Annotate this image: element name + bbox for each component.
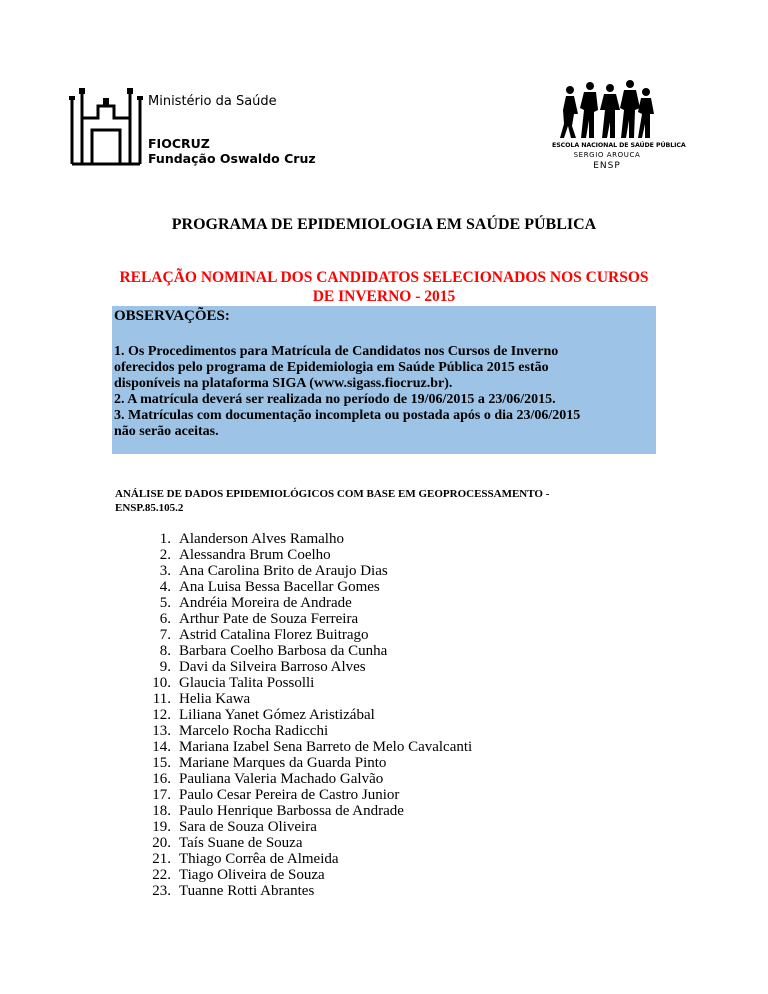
observation-line: disponíveis na plataforma SIGA (www.sigass.fiocruz.br).	[114, 376, 453, 391]
candidate-number: 13.	[152, 723, 171, 739]
candidate-item	[137, 755, 472, 771]
candidate-item	[137, 739, 472, 755]
candidate-number: 21.	[152, 851, 171, 867]
candidate-item	[137, 803, 472, 819]
candidate-item	[137, 547, 472, 563]
candidate-number: 1.	[159, 531, 171, 547]
candidate-item	[137, 675, 472, 691]
observations-body	[114, 344, 654, 440]
course-title	[115, 487, 675, 515]
candidate-number: 22.	[152, 867, 171, 883]
candidate-name: Liliana Yanet Gómez Aristizábal	[179, 707, 375, 723]
candidate-name: Alanderson Alves Ramalho	[179, 531, 344, 547]
course-title-line1: ANÁLISE DE DADOS EPIDEMIOLÓGICOS COM BASE EM GEOPROCESSAMENTO -	[115, 488, 550, 500]
candidate-item	[137, 595, 472, 611]
candidate-name: Pauliana Valeria Machado Galvão	[179, 771, 384, 787]
candidate-name: Tuanne Rotti Abrantes	[179, 883, 315, 899]
candidate-number: 8.	[159, 643, 171, 659]
program-title: PROGRAMA DE EPIDEMIOLOGIA EM SAÚDE PÚBLICA	[171, 216, 597, 233]
candidate-name: Glaucia Talita Possolli	[179, 675, 315, 691]
observation-line: não serão aceitas.	[114, 424, 219, 439]
candidate-item	[137, 627, 472, 643]
candidate-number: 9.	[159, 659, 171, 675]
candidate-item	[137, 883, 472, 899]
ensp-school-subname: SERGIO AROUCA	[573, 151, 641, 159]
candidate-number: 10.	[152, 675, 171, 691]
candidate-number: 3.	[159, 563, 171, 579]
candidate-number: 16.	[152, 771, 171, 787]
candidate-number: 20.	[152, 835, 171, 851]
candidate-item	[137, 563, 472, 579]
fiocruz-logo	[68, 88, 328, 168]
candidate-item	[137, 835, 472, 851]
candidate-name: Paulo Cesar Pereira de Castro Junior	[179, 787, 400, 803]
relation-title	[100, 268, 668, 306]
candidate-number: 6.	[159, 611, 171, 627]
candidate-name: Barbara Coelho Barbosa da Cunha	[179, 643, 388, 659]
relation-title-line2: DE INVERNO - 2015	[312, 288, 456, 305]
candidate-name: Davi da Silveira Barroso Alves	[179, 659, 366, 675]
observations-box	[112, 306, 656, 454]
candidate-number: 2.	[159, 547, 171, 563]
candidate-number: 14.	[152, 739, 171, 755]
candidate-item	[137, 851, 472, 867]
candidate-name: Mariane Marques da Guarda Pinto	[179, 755, 387, 771]
ensp-acronym: ENSP	[593, 161, 621, 171]
candidate-name: Ana Carolina Brito de Araujo Dias	[179, 563, 388, 579]
candidate-name: Arthur Pate de Souza Ferreira	[179, 611, 359, 627]
candidate-name: Sara de Souza Oliveira	[179, 819, 317, 835]
ministerio-text: Ministério da Saúde	[148, 94, 277, 109]
course-code: ENSP.85.105.2	[115, 502, 184, 514]
candidate-name: Tiago Oliveira de Souza	[179, 867, 325, 883]
candidate-number: 18.	[152, 803, 171, 819]
candidate-name: Ana Luisa Bessa Bacellar Gomes	[179, 579, 380, 595]
candidate-number: 12.	[152, 707, 171, 723]
observations-heading: OBSERVAÇÕES:	[114, 308, 230, 324]
ensp-logo	[552, 80, 686, 180]
candidate-list	[137, 531, 472, 899]
candidate-name: Paulo Henrique Barbossa de Andrade	[179, 803, 404, 819]
candidate-number: 19.	[152, 819, 171, 835]
candidate-name: Thiago Corrêa de Almeida	[179, 851, 339, 867]
candidate-item	[137, 531, 472, 547]
candidate-item	[137, 579, 472, 595]
relation-title-line1: RELAÇÃO NOMINAL DOS CANDIDATOS SELECIONADOS NOS CURSOS	[119, 269, 649, 286]
observation-line: 1. Os Procedimentos para Matrícula de Candidatos nos Cursos de Inverno	[114, 344, 559, 359]
candidate-number: 4.	[159, 579, 171, 595]
candidate-name: Helia Kawa	[179, 691, 251, 707]
fundacao-text: Fundação Oswaldo Cruz	[148, 151, 316, 166]
fiocruz-text: FIOCRUZ	[148, 136, 210, 151]
candidate-number: 7.	[159, 627, 171, 643]
candidate-number: 15.	[152, 755, 171, 771]
candidate-name: Mariana Izabel Sena Barreto de Melo Cavalcanti	[179, 739, 473, 755]
fiocruz-castle-icon	[68, 88, 144, 168]
candidate-item	[137, 611, 472, 627]
ensp-figures-icon	[560, 80, 654, 140]
candidate-name: Marcelo Rocha Radicchi	[179, 723, 329, 739]
candidate-name: Andréia Moreira de Andrade	[179, 595, 352, 611]
candidate-number: 5.	[159, 595, 171, 611]
candidate-item	[137, 659, 472, 675]
candidate-name: Alessandra Brum Coelho	[179, 547, 331, 563]
candidate-number: 11.	[152, 691, 171, 707]
candidate-name: Astrid Catalina Florez Buitrago	[179, 627, 369, 643]
candidate-item	[137, 787, 472, 803]
candidate-item	[137, 867, 472, 883]
observation-line: oferecidos pelo programa de Epidemiologia em Saúde Pública 2015 estão	[114, 360, 549, 375]
candidate-item	[137, 723, 472, 739]
candidate-number: 17.	[152, 787, 171, 803]
ensp-school-name: ESCOLA NACIONAL DE SAÚDE PÚBLICA	[552, 142, 686, 149]
candidate-item	[137, 707, 472, 723]
candidate-item	[137, 771, 472, 787]
candidate-number: 23.	[152, 883, 171, 899]
candidate-item	[137, 643, 472, 659]
candidate-item	[137, 691, 472, 707]
observation-line: 3. Matrículas com documentação incompleta ou postada após o dia 23/06/2015	[114, 408, 581, 423]
observation-line: 2. A matrícula deverá ser realizada no período de 19/06/2015 a 23/06/2015.	[114, 392, 556, 407]
candidate-name: Taís Suane de Souza	[179, 835, 303, 851]
candidate-item	[137, 819, 472, 835]
